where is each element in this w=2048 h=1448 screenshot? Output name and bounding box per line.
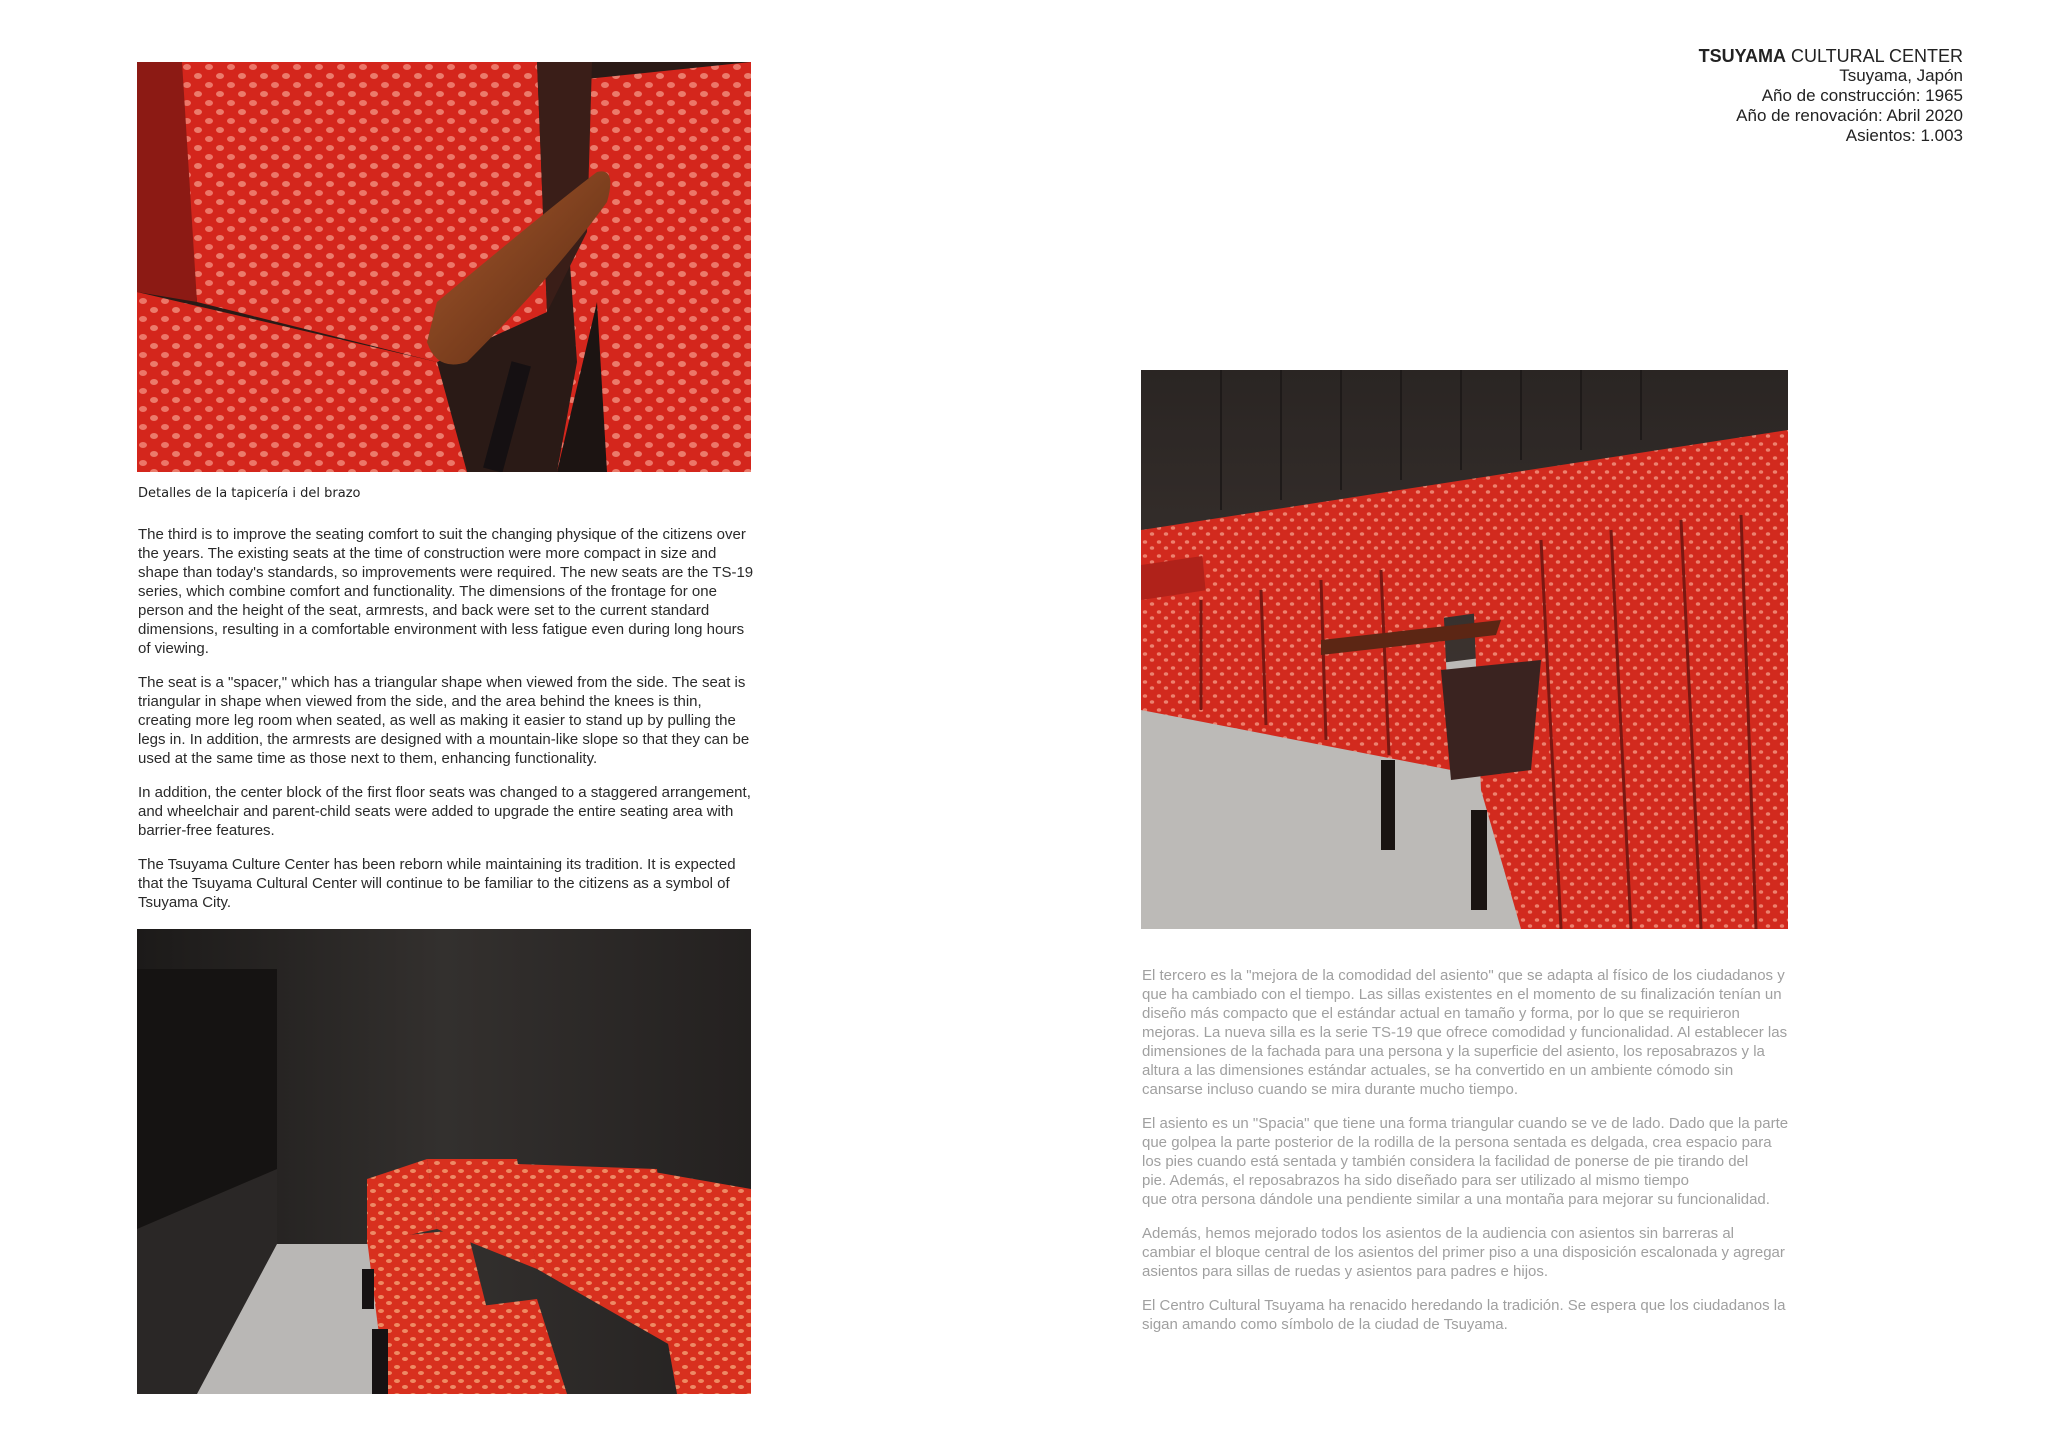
photo-caption: Detalles de la tapicería i del brazo [138, 486, 361, 501]
spanish-paragraph: El Centro Cultural Tsuyama ha renacido heredando la tradición. Se espera que los ciudadanos la sigan amando como símbolo de la ciudad de Tsuyama. [1142, 1297, 1786, 1333]
english-paragraph: In addition, the center block of the first floor seats was changed to a staggered arrangement, and wheelchair and parent-child seats were added to upgrade the entire seating area with barrier-free features. [138, 784, 751, 839]
project-location: Tsuyama, Japón [1839, 66, 1963, 85]
spanish-body-text [1142, 966, 1790, 1349]
english-body-text [138, 525, 758, 927]
project-info-header [1699, 46, 1963, 146]
seat-count: Asientos: 1.003 [1845, 126, 1963, 145]
title-bold: TSUYAMA [1698, 46, 1786, 66]
title-rest: CULTURAL CENTER [1785, 46, 1963, 66]
spanish-paragraph: El asiento es un "Spacia" que tiene una forma triangular cuando se ve de lado. Dado que la parte que golpea la parte posterior de la rodilla de la persona sentada es delgada, crea espacio para los pies cuando está sentada y también considera la facilidad de ponerse de pie tirando del pie. Además, el reposabrazos ha sido diseñado para ser utilizado al mismo tiempo que otra persona dándole una pendiente similar a una montaña para mejorar su funcionalidad. [1142, 1115, 1789, 1208]
english-paragraph: The Tsuyama Culture Center has been reborn while maintaining its tradition. It is expected that the Tsuyama Cultural Center will continue to be familiar to the citizens as a symbol of Tsuyama City. [138, 856, 736, 911]
english-paragraph: The third is to improve the seating comfort to suit the changing physique of the citizens over the years. The existing seats at the time of construction were more compact in size and shape than today's standards, so improvements were required. The new seats are the TS-19 series, which combine comfort and functionality. The dimensions of the frontage for one person and the height of the seat, armrests, and back were set to the current standard dimensions, resulting in a comfortable environment with less fatigue even during long hours of viewing. [138, 526, 754, 657]
auditorium-rows-photo [1141, 370, 1788, 929]
spanish-paragraph: Además, hemos mejorado todos los asientos de la audiencia con asientos sin barreras al cambiar el bloque central de los asientos del primer piso a una disposición escalonada y agregar asientos para sillas de ruedas y asientos para padres e hijos. [1142, 1225, 1785, 1280]
renovation-date: Año de renovación: Abril 2020 [1736, 106, 1963, 125]
project-title [1699, 46, 1963, 66]
armrest-upholstery-photo [137, 62, 751, 472]
construction-year: Año de construcción: 1965 [1761, 86, 1963, 105]
english-paragraph: The seat is a "spacer," which has a triangular shape when viewed from the side. The seat is triangular in shape when viewed from the side, and the area behind the knees is thin, creating more leg room when seated, as well as making it easier to stand up by pulling the legs in. In addition, the armrests are designed with a mountain-like slope so that they can be used at the same time as those next to them, enhancing functionality. [138, 674, 750, 767]
spanish-paragraph: El tercero es la "mejora de la comodidad del asiento" que se adapta al físico de los ciudadanos y que ha cambiado con el tiempo. Las sillas existentes en el momento de su finalización tenían un diseño más compacto que el estándar actual en tamaño y forma, por lo que se requirieron mejoras. La nueva silla es la serie TS-19 que ofrece comodidad y funcionalidad. Al establecer las dimensiones de la fachada para una persona y la superficie del asiento, los reposabrazos y la altura a las dimensiones estándar actuales, se ha convertido en un ambiente cómodo sin cansarse incluso cuando se mira durante mucho tiempo. [1142, 967, 1788, 1098]
booth-seats-photo [137, 929, 751, 1394]
